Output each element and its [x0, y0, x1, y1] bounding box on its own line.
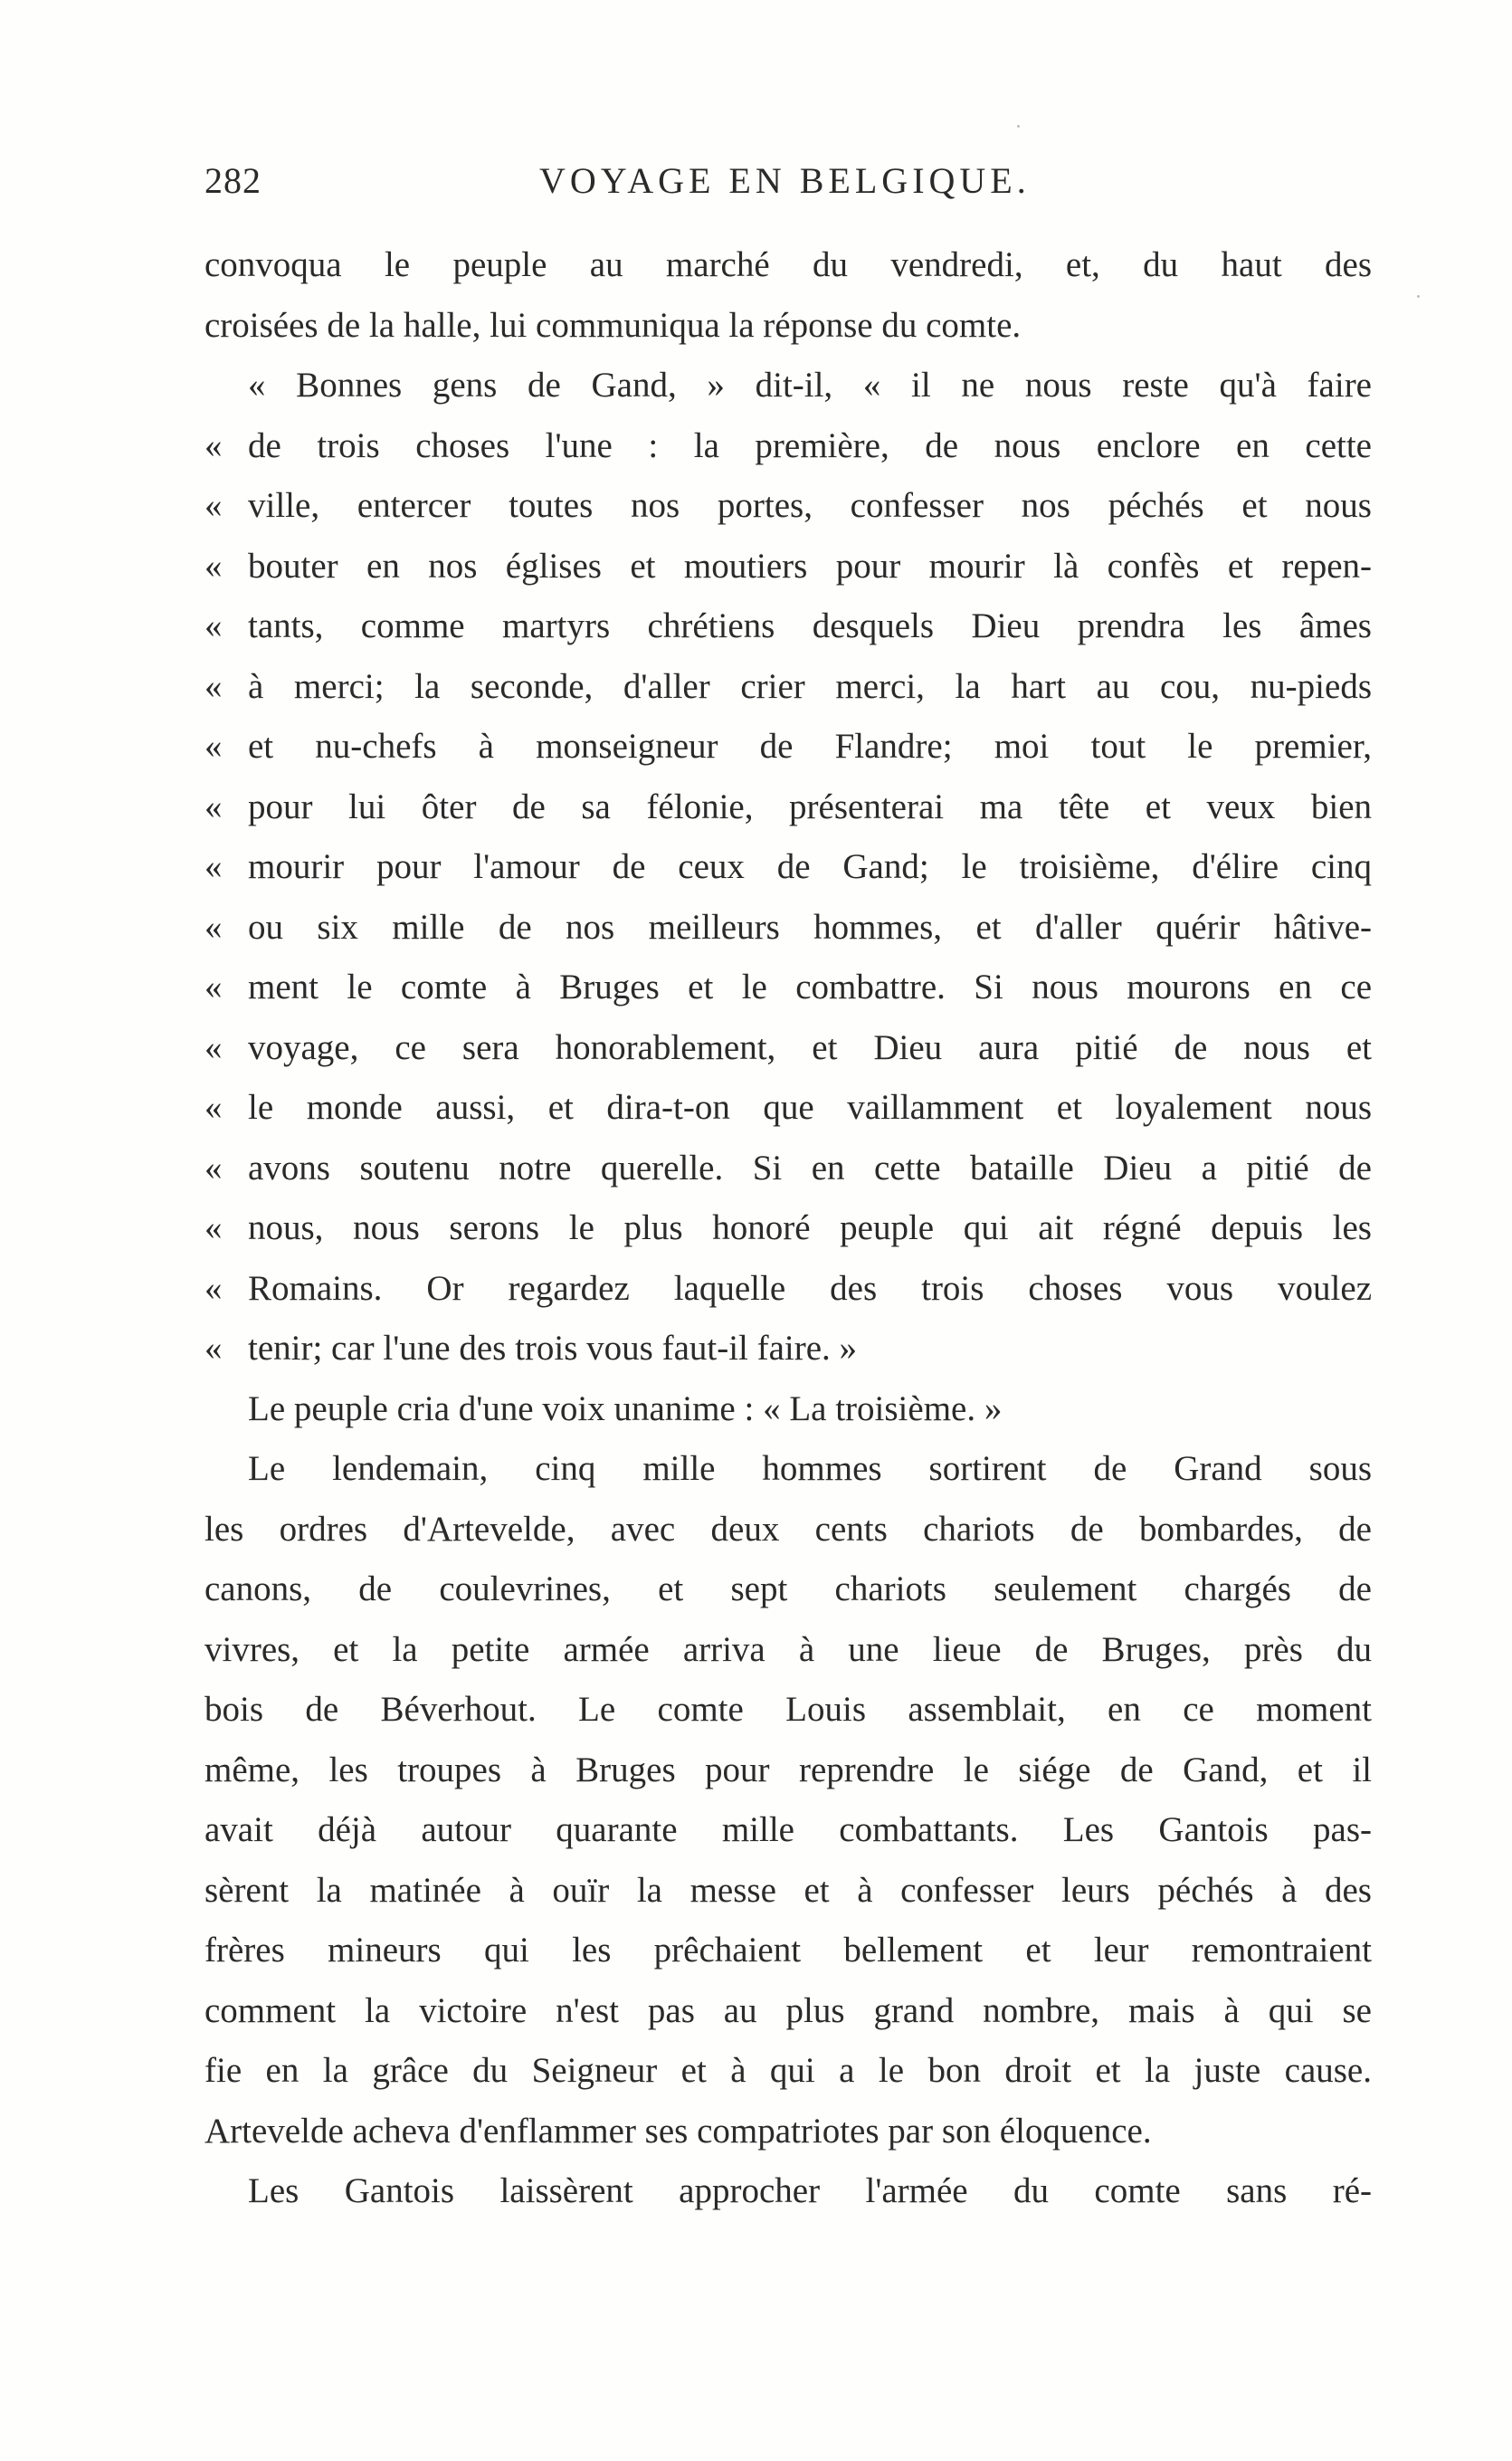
- line-text: bois de Béverhout. Le comte Louis assemblait, en ce moment: [204, 1690, 1372, 1729]
- text-line: [204, 1560, 1372, 1620]
- quote-mark: «: [204, 666, 223, 706]
- text-line: [204, 1800, 1372, 1861]
- text-line: [204, 1620, 1372, 1681]
- quote-mark: «: [204, 907, 223, 947]
- text-line: [204, 416, 1372, 477]
- line-text: tenir; car l'une des trois vous faut-il faire. »: [248, 1329, 858, 1368]
- quote-mark: «: [204, 546, 223, 586]
- text-line: [204, 2041, 1372, 2102]
- text-line: [204, 1139, 1372, 1199]
- quote-mark: «: [204, 787, 223, 826]
- line-text: ville, entercer toutes nos portes, confesser nos péchés et nous: [248, 486, 1372, 525]
- line-text: à merci; la seconde, d'aller crier merci, la hart au cou, nu-pieds: [248, 666, 1372, 706]
- text-line: [204, 537, 1372, 597]
- quote-mark: «: [204, 1148, 223, 1188]
- line-text: avait déjà autour quarante mille combattants. Les Gantois pas-: [204, 1810, 1372, 1849]
- text-line: [204, 657, 1372, 718]
- paper-speck: [1417, 295, 1420, 298]
- text-line: [204, 476, 1372, 537]
- line-text: Romains. Or regardez laquelle des trois choses vous voulez: [248, 1268, 1372, 1308]
- text-line: [204, 235, 1372, 296]
- line-text: comment la victoire n'est pas au plus grand nombre, mais à qui se: [204, 1990, 1372, 2030]
- quote-mark: «: [204, 1027, 223, 1067]
- text-line: [204, 1680, 1372, 1741]
- line-text: vivres, et la petite armée arriva à une lieue de Bruges, près du: [204, 1629, 1372, 1669]
- line-text: et nu-chefs à monseigneur de Flandre; moi tout le premier,: [248, 727, 1372, 766]
- line-text: de trois choses l'une : la première, de nous enclore en cette: [248, 425, 1372, 465]
- line-text: sèrent la matinée à ouïr la messe et à confesser leurs péchés à des: [204, 1870, 1372, 1910]
- text-line: [204, 1198, 1372, 1259]
- text-line: [204, 2102, 1372, 2162]
- line-text: Le lendemain, cinq mille hommes sortirent de Grand sous: [248, 1449, 1372, 1488]
- quote-mark: «: [204, 727, 223, 766]
- text-line: [204, 1861, 1372, 1922]
- text-line: [204, 1259, 1372, 1320]
- text-line: [204, 1439, 1372, 1500]
- line-text: même, les troupes à Bruges pour reprendre le siége de Gand, et il: [204, 1750, 1372, 1789]
- line-text: bouter en nos églises et moutiers pour mourir là confès et repen-: [248, 546, 1372, 586]
- line-text: frères mineurs qui les prêchaient bellement et leur remontraient: [204, 1931, 1372, 1970]
- text-line: [204, 1018, 1372, 1079]
- text-line: [204, 837, 1372, 898]
- text-line: [204, 1981, 1372, 2042]
- text-line: [204, 1379, 1372, 1440]
- line-text: fie en la grâce du Seigneur et à qui a le bon droit et la juste cause.: [204, 2051, 1372, 2090]
- line-text: Les Gantois laissèrent approcher l'armée du comte sans ré-: [248, 2171, 1372, 2210]
- running-title: VOYAGE EN BELGIQUE.: [539, 160, 1031, 201]
- line-text: mourir pour l'amour de ceux de Gand; le troisième, d'élire cinq: [248, 847, 1372, 886]
- line-text: le monde aussi, et dira-t-on que vaillamment et loyalement nous: [248, 1088, 1372, 1127]
- text-line: [204, 1500, 1372, 1560]
- line-text: pour lui ôter de sa félonie, présenterai ma tête et veux bien: [248, 787, 1372, 826]
- text-line: [204, 1319, 1372, 1379]
- text-line: [204, 958, 1372, 1018]
- line-text: canons, de coulevrines, et sept chariots seulement chargés de: [204, 1569, 1372, 1608]
- line-text: « Bonnes gens de Gand, » dit-il, « il ne nous reste qu'à faire: [248, 366, 1372, 405]
- text-line: [204, 777, 1372, 838]
- line-text: Artevelde acheva d'enflammer ses compatriotes par son éloquence.: [204, 2111, 1152, 2151]
- quote-mark: «: [204, 1088, 223, 1127]
- text-line: [204, 1741, 1372, 1801]
- line-text: avons soutenu notre querelle. Si en cette bataille Dieu a pitié de: [248, 1148, 1372, 1188]
- text-line: [204, 296, 1372, 357]
- page-header: [204, 159, 1046, 214]
- body-text: [204, 235, 1372, 2222]
- quote-mark: «: [204, 486, 223, 525]
- page-number: 282: [204, 160, 262, 201]
- line-text: tants, comme martyrs chrétiens desquels Dieu prendra les âmes: [248, 606, 1372, 645]
- line-text: Le peuple cria d'une voix unanime : « La troisième. »: [248, 1388, 1003, 1428]
- quote-mark: «: [204, 968, 223, 1006]
- text-line: [204, 596, 1372, 657]
- quote-mark: «: [204, 1268, 223, 1308]
- quote-mark: «: [204, 425, 223, 465]
- quote-mark: «: [204, 606, 223, 645]
- text-line: [204, 898, 1372, 959]
- line-text: ment le comte à Bruges et le combattre. Si nous mourons en ce: [248, 968, 1372, 1006]
- line-text: nous, nous serons le plus honoré peuple qui ait régné depuis les: [248, 1208, 1372, 1247]
- text-line: [204, 717, 1372, 777]
- text-line: [204, 1078, 1372, 1139]
- line-text: convoqua le peuple au marché du vendredi, et, du haut des: [204, 245, 1372, 284]
- quote-mark: «: [204, 847, 223, 886]
- line-text: les ordres d'Artevelde, avec deux cents chariots de bombardes, de: [204, 1509, 1372, 1549]
- text-line: [204, 356, 1372, 416]
- line-text: croisées de la halle, lui communiqua la réponse du comte.: [204, 305, 1022, 345]
- text-line: [204, 2161, 1372, 2222]
- paper-speck: [1017, 125, 1020, 128]
- text-line: [204, 1921, 1372, 1981]
- line-text: voyage, ce sera honorablement, et Dieu aura pitié de nous et: [248, 1027, 1372, 1067]
- quote-mark: «: [204, 1208, 223, 1247]
- line-text: ou six mille de nos meilleurs hommes, et d'aller quérir hâtive-: [248, 907, 1372, 947]
- quote-mark: «: [204, 1329, 223, 1368]
